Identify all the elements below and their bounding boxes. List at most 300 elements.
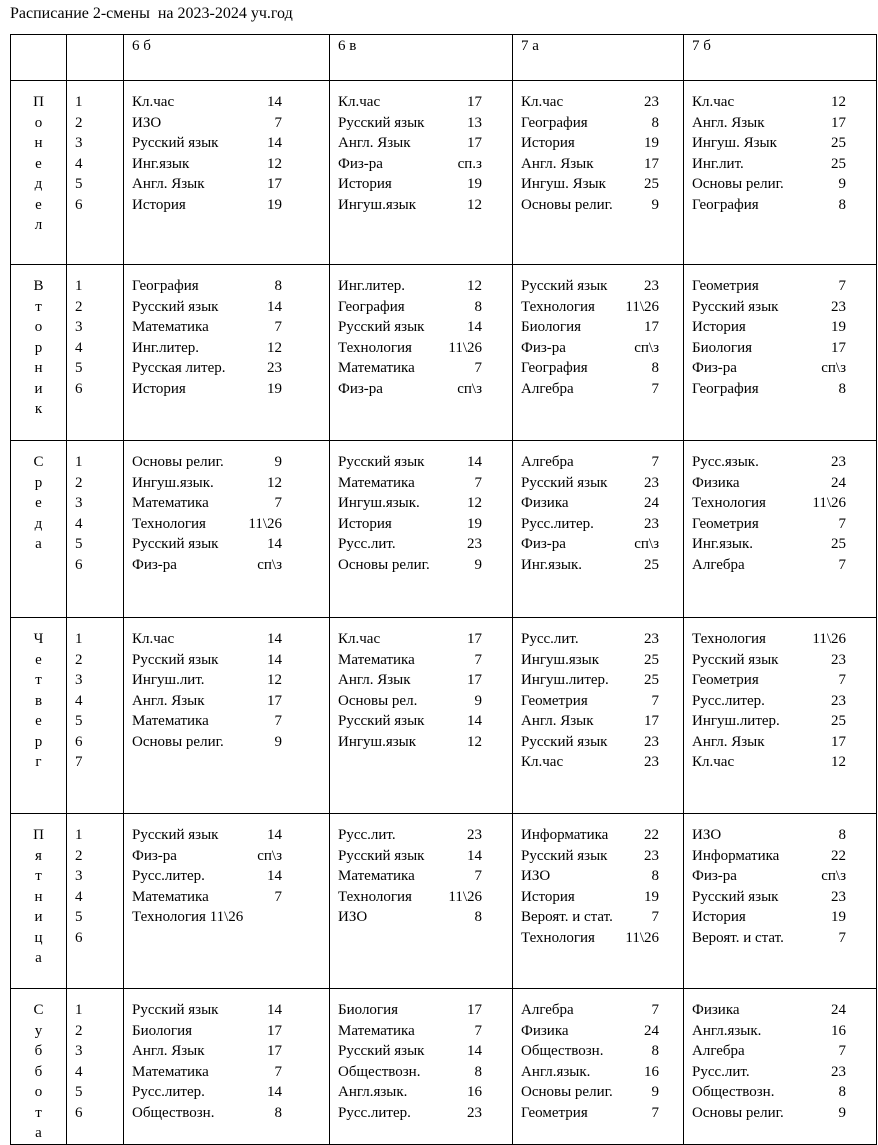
lesson-subject: Англ. Язык [132,692,205,709]
lesson-subject: Технология [521,298,595,315]
lesson-subject: Алгебра [521,454,574,470]
day-letter: о [34,319,43,335]
class-header: 6 б [124,35,330,81]
lesson-room: 17 [467,135,482,151]
lesson-entry [132,1103,282,1124]
lesson-entry [338,1062,482,1083]
lesson-entry [338,555,482,576]
lesson-number: 6 [75,1104,83,1121]
day-letter: д [34,176,43,192]
lesson-number: 2 [75,847,83,864]
lesson-entry [692,1062,846,1083]
day-letter: т [35,298,42,315]
lesson-room: 14 [267,135,282,151]
lesson-number: 6 [75,733,83,750]
lesson-entry [521,493,659,514]
day-letter: В [33,278,44,294]
lesson-subject: Кл.час [338,631,381,647]
lesson-entry [521,514,659,535]
lesson-room: 8 [651,114,659,131]
lesson-entry [132,174,282,195]
day-letter: П [33,94,44,110]
lesson-room: 12 [467,196,482,213]
lesson-room: 14 [267,827,282,843]
lesson-entry [692,1000,846,1021]
class-lessons-cell [513,814,684,989]
lesson-room: 17 [267,1043,282,1059]
lesson-entry [521,113,659,134]
lesson-subject: Кл.час [132,631,175,647]
class-lessons-cell [684,265,877,441]
lesson-subject: Вероят. и стат. [521,909,613,925]
lesson-room: 25 [831,536,846,552]
lesson-subject: Математика [132,319,209,335]
lesson-subject: Русс.лит. [521,631,579,647]
lesson-room: 14 [267,1084,282,1100]
lesson-subject: Англ. Язык [521,713,594,729]
lesson-entry [132,1021,282,1042]
lesson-entry [692,113,846,134]
lesson-entry [338,379,482,400]
lesson-room: 7 [651,1002,659,1018]
lesson-subject: Русский язык [521,474,608,491]
lesson-subject: Ингуш.язык. [338,495,420,511]
lesson-subject: Русский язык [132,651,219,668]
day-name-cell [11,441,67,618]
header-row [11,35,877,81]
lesson-subject: Технология 11\26 [132,909,244,925]
lesson-subject: Основы религ. [521,1084,613,1100]
lesson-entry [338,514,482,535]
lesson-room: 14 [267,298,282,315]
lesson-room: 14 [267,651,282,668]
lesson-subject: ИЗО [132,114,162,131]
lesson-room: 25 [644,176,659,192]
lesson-entry [338,907,482,928]
lesson-room: 23 [831,454,846,470]
lesson-number: 3 [75,319,83,335]
lesson-entry [338,338,482,359]
page-title: Расписание 2-смены на 2023-2024 уч.год [10,5,293,22]
lesson-room: 24 [831,474,846,491]
day-name [11,825,66,969]
lesson-entry [338,195,482,216]
day-letter: н [34,888,43,905]
day-letter: е [35,155,42,172]
lesson-subject: Ингуш.лит. [132,672,205,688]
day-letter: р [34,733,43,750]
lesson-entry [521,691,659,712]
lesson-subject: Англ. Язык [338,135,411,151]
lesson-room: 17 [267,692,282,709]
lesson-room: 19 [831,909,846,925]
lesson-numbers-cell [67,989,124,1145]
lesson-numbers-cell [67,441,124,618]
lesson-subject: Обществозн. [521,1043,604,1059]
lesson-entry [521,711,659,732]
lesson-number: 2 [75,1022,83,1039]
lesson-subject: Технология [521,929,595,946]
lesson-room: 7 [274,114,282,131]
lesson-entry [132,133,282,154]
lesson-subject: Ингуш. Язык [692,135,777,151]
lesson-subject: Биология [132,1022,193,1039]
day-name [11,629,66,773]
lesson-room: 16 [467,1084,482,1100]
lesson-room: 9 [651,196,659,213]
lesson-room: 11\26 [625,929,659,946]
lesson-subject: Информатика [521,827,609,843]
day-letter: у [34,1022,43,1039]
lesson-entry [521,534,659,555]
lesson-subject: Инг.литер. [132,339,200,356]
lesson-subject: История [521,135,575,151]
lesson-subject: Русский язык [338,114,425,131]
lesson-subject: Русский язык [132,135,219,151]
lesson-entry [338,317,482,338]
lesson-entry [692,493,846,514]
lesson-entry [521,473,659,494]
lesson-subject: Ингуш. Язык [521,176,606,192]
lesson-room: 17 [467,631,482,647]
lesson-subject: Русский язык [338,319,425,335]
lesson-subject: Математика [338,1022,415,1039]
lesson-room: 14 [467,319,482,335]
day-letter: к [34,401,43,417]
lesson-subject: Биология [692,339,753,356]
lesson-room: сп\з [821,360,846,376]
lesson-subject: Русс.лит. [338,536,396,552]
class-lessons-cell [124,265,330,441]
lesson-entry [692,174,846,195]
lesson-room: сп\з [821,868,846,884]
lesson-room: 8 [838,196,846,213]
lesson-subject: Инг.язык. [692,536,754,552]
lesson-subject: Физ-ра [338,380,383,397]
lesson-room: 22 [831,847,846,864]
lesson-subject: История [132,380,186,397]
lesson-number: 5 [75,1084,83,1100]
lesson-room: 7 [474,651,482,668]
lesson-subject: Русс.литер. [521,515,594,532]
lesson-entry [521,92,659,113]
day-letter: е [35,713,42,729]
class-header: 7 а [513,35,684,81]
lesson-subject: Русский язык [132,536,219,552]
lesson-room: 7 [274,1063,282,1080]
day-letter: г [35,754,42,770]
lesson-entry [692,866,846,887]
lesson-entry [338,297,482,318]
lesson-subject: Русс.литер. [132,1084,205,1100]
lesson-room: 14 [467,713,482,729]
lesson-room: 25 [644,672,659,688]
lesson-subject: Русский язык [132,298,219,315]
lesson-entry [132,452,282,473]
lesson-subject: Обществозн. [132,1104,215,1121]
lesson-subject: Технология [692,495,766,511]
day-name [11,452,66,555]
day-letter: а [35,536,42,552]
lesson-room: 8 [651,360,659,376]
lesson-entry [132,691,282,712]
day-name-cell [11,814,67,989]
lesson-room: 11\26 [625,298,659,315]
lesson-room: 19 [644,888,659,905]
lesson-number: 4 [75,339,83,356]
lesson-room: 8 [274,278,282,294]
lesson-number: 4 [75,515,83,532]
lesson-subject: Русский язык [521,733,608,750]
lesson-entry [132,650,282,671]
lesson-room: 7 [274,888,282,905]
class-lessons-cell [330,81,513,265]
day-row [11,441,877,618]
lesson-entry [521,928,659,949]
day-row [11,989,877,1145]
lesson-room: 23 [267,360,282,376]
day-letter: я [35,847,42,864]
lesson-entry [692,297,846,318]
lesson-subject: Кл.час [521,754,564,770]
lesson-subject: Русский язык [692,651,779,668]
lesson-subject: Математика [338,651,415,668]
lesson-room: 7 [651,454,659,470]
lesson-room: 17 [831,114,846,131]
lesson-entry [132,825,282,846]
day-row [11,265,877,441]
lesson-entry [132,629,282,650]
class-lessons-cell [513,989,684,1145]
class-header: 7 б [684,35,877,81]
lesson-entry [132,1041,282,1062]
lesson-room: 17 [831,339,846,356]
lesson-room: 23 [831,1063,846,1080]
lesson-entry [132,1062,282,1083]
lesson-entry [521,358,659,379]
lesson-subject: Обществозн. [692,1084,775,1100]
lesson-entry [521,297,659,318]
lesson-subject: Кл.час [338,94,381,110]
lesson-room: 7 [474,1022,482,1039]
day-row [11,81,877,265]
class-lessons-cell [124,441,330,618]
lesson-room: 7 [651,909,659,925]
lesson-subject: Ингуш.язык. [132,474,214,491]
day-letter: е [35,196,42,213]
lesson-entry [521,379,659,400]
lesson-number: 5 [75,176,83,192]
lesson-entry [132,113,282,134]
lesson-room: 25 [831,713,846,729]
lesson-room: 23 [644,754,659,770]
lesson-subject: Русс.литер. [692,692,765,709]
lesson-subject: История [132,196,186,213]
class-lessons-cell [124,81,330,265]
lesson-subject: Алгебра [521,1002,574,1018]
lesson-entry [132,1000,282,1021]
lesson-entry [132,555,282,576]
lesson-subject: География [338,298,405,315]
lesson-room: 17 [644,319,659,335]
lesson-subject: Основы религ. [338,556,430,573]
lesson-subject: Русс.язык. [692,454,759,470]
lesson-subject: Основы религ. [132,454,224,470]
class-lessons-cell [124,989,330,1145]
lesson-subject: Математика [338,868,415,884]
lesson-entry [692,452,846,473]
lesson-subject: ИЗО [338,909,368,925]
lesson-room: сп\з [257,847,282,864]
lesson-subject: Алгебра [692,1043,745,1059]
lesson-entry [521,629,659,650]
lesson-entry [132,1082,282,1103]
lesson-subject: Обществозн. [338,1063,421,1080]
class-lessons-cell [513,441,684,618]
lesson-subject: Инг.язык. [521,556,583,573]
lesson-room: 7 [274,495,282,511]
lesson-room: 23 [831,888,846,905]
lesson-subject: Основы религ. [692,176,784,192]
lesson-entry [692,92,846,113]
lesson-subject: Англ. Язык [132,1043,205,1059]
lesson-entry [338,1082,482,1103]
lesson-room: 14 [267,868,282,884]
lesson-room: 8 [474,909,482,925]
day-letter: а [35,950,42,966]
lesson-number: 3 [75,135,83,151]
lesson-entry [692,1021,846,1042]
lesson-subject: Физика [521,1022,569,1039]
day-letter: л [34,217,43,233]
lesson-number: 4 [75,692,83,709]
day-name [11,1000,66,1144]
lesson-subject: Физ-ра [132,847,177,864]
day-letter: ц [34,929,43,946]
day-name [11,92,66,236]
lesson-subject: Ингуш.язык [338,196,417,213]
lesson-entry [692,379,846,400]
lesson-subject: Алгебра [521,380,574,397]
lesson-subject: Геометрия [692,672,759,688]
lesson-entry [692,1082,846,1103]
lesson-number: 1 [75,827,83,843]
lesson-subject: Физика [692,1002,740,1018]
schedule-table [10,34,877,1145]
lesson-room: 7 [274,713,282,729]
lesson-subject: Алгебра [692,556,745,573]
lesson-entry [692,133,846,154]
lesson-subject: География [692,196,759,213]
lesson-subject: История [338,176,392,192]
lesson-number: 2 [75,651,83,668]
lesson-room: 8 [651,868,659,884]
day-name-cell [11,989,67,1145]
day-name-cell [11,265,67,441]
class-lessons-cell [684,618,877,814]
lesson-entry [692,711,846,732]
lesson-entry [338,670,482,691]
lesson-number: 2 [75,474,83,491]
lesson-entry [132,732,282,753]
lesson-subject: Технология [338,339,412,356]
lesson-room: 19 [267,380,282,397]
lesson-number: 5 [75,536,83,552]
lesson-entry [338,534,482,555]
lesson-subject: История [692,319,746,335]
lesson-entry [521,133,659,154]
lesson-entry [132,887,282,908]
lesson-entry [132,711,282,732]
class-lessons-cell [330,441,513,618]
lesson-entry [692,317,846,338]
lesson-room: 9 [651,1084,659,1100]
lesson-room: 7 [474,474,482,491]
lesson-entry [132,493,282,514]
lesson-number: 1 [75,94,83,110]
lesson-subject: Биология [521,319,582,335]
lesson-entry [338,174,482,195]
header-day-cell [11,35,67,81]
lesson-entry [338,866,482,887]
lesson-subject: История [692,909,746,925]
lesson-number: 3 [75,495,83,511]
lesson-entry [692,629,846,650]
lesson-room: 14 [267,94,282,110]
lesson-room: 24 [644,1022,659,1039]
lesson-room: сп.з [457,155,482,172]
lesson-entry [521,317,659,338]
lesson-room: 12 [467,495,482,511]
day-letter: С [33,1002,44,1018]
lesson-entry [338,1021,482,1042]
lesson-number: 6 [75,556,83,573]
lesson-room: 23 [644,474,659,491]
lesson-room: 14 [267,631,282,647]
lesson-subject: География [692,380,759,397]
lesson-subject: Инг.литер. [338,278,406,294]
day-name [11,276,66,420]
lesson-subject: Математика [132,888,209,905]
lesson-room: 19 [644,135,659,151]
lesson-subject: Геометрия [521,692,588,709]
day-letter: е [35,651,42,668]
lesson-entry [692,825,846,846]
lesson-entry [692,473,846,494]
lesson-subject: Ингуш.язык [338,733,417,750]
lesson-subject: Русский язык [338,713,425,729]
lesson-subject: Физика [521,495,569,511]
lesson-room: 8 [474,1063,482,1080]
lesson-subject: Физ-ра [692,868,737,884]
lesson-subject: География [521,114,588,131]
lesson-subject: Физ-ра [132,556,177,573]
lesson-room: 17 [267,176,282,192]
lesson-subject: Основы религ. [692,1104,784,1121]
lesson-number: 4 [75,1063,83,1080]
lesson-room: 25 [644,556,659,573]
lesson-room: 24 [831,1002,846,1018]
day-row [11,618,877,814]
lesson-number: 6 [75,929,83,946]
lesson-subject: История [521,888,575,905]
lesson-entry [338,113,482,134]
class-lessons-cell [330,989,513,1145]
lesson-room: 23 [644,733,659,750]
lesson-entry [521,1062,659,1083]
lesson-subject: Русский язык [521,278,608,294]
lesson-room: 12 [267,474,282,491]
